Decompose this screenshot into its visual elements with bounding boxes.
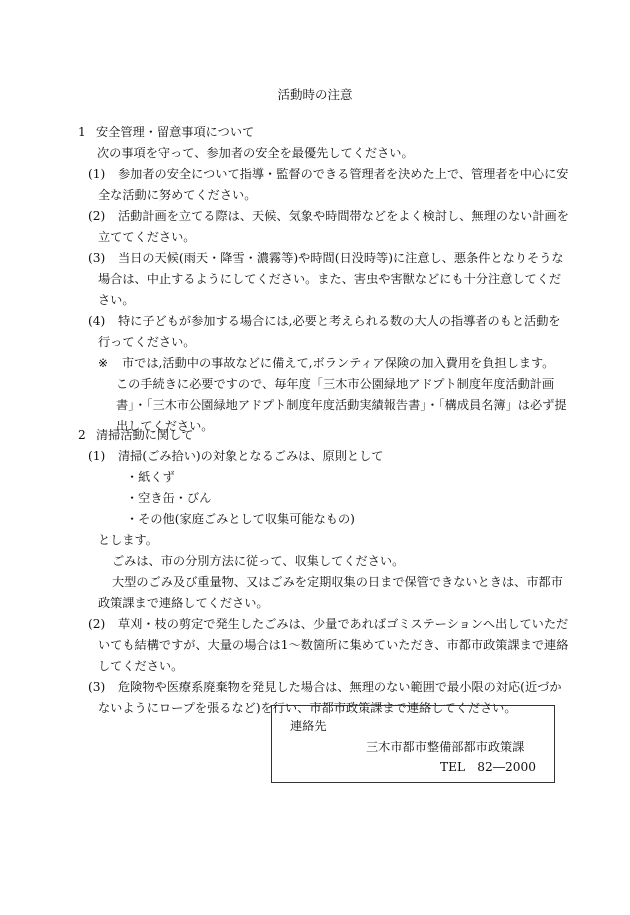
paragraph: ごみは、市の分別方法に従って、収集してください。 <box>112 554 405 568</box>
note-text-cont: 出してください。 <box>116 419 214 433</box>
note-mark: ※ <box>98 356 109 370</box>
item-text-cont: 場合は、中止するようにしてください。また、害虫や害獣などにも十分注意してくだ <box>98 272 562 286</box>
contact-label: 連絡先 <box>290 719 327 733</box>
section-heading-text: 安全管理・留意事項について <box>96 125 255 139</box>
section-cleaning <box>78 425 578 719</box>
paragraph-cont: 政策課まで連絡してください。 <box>98 596 269 610</box>
item-text-cont: 全な活動に努めてください。 <box>98 188 257 202</box>
item-number: (2) <box>88 209 106 223</box>
item-text: 当日の天候(雨天・降雪・濃霧等)や時間(日没時等)に注意し、悪条件となりそうな <box>118 251 564 265</box>
page-title: 活動時の注意 <box>277 87 353 102</box>
section-heading <box>78 425 578 446</box>
item-text: 参加者の安全について指導・監督のできる管理者を決めた上で、管理者を中心に安 <box>118 167 569 181</box>
item-text: 特に子どもが参加する場合には,必要と考えられる数の大人の指導者のもと活動を <box>118 314 561 328</box>
list-item <box>78 614 578 635</box>
contact-department: 三木市都市整備部都市政策課 <box>366 740 525 754</box>
bullet-item: ・紙くず <box>126 470 175 484</box>
note-text-cont: 書」・「三木市公園緑地アドプト制度年度活動実績報告書」・「構成員名簿」は必ず提 <box>116 398 567 412</box>
section-number: 1 <box>78 125 86 139</box>
item-text-cont: 行ってください。 <box>98 335 196 349</box>
list-item <box>78 206 578 227</box>
note-text-cont: この手続きに必要ですので、毎年度「三木市公園緑地アドプト制度年度活動計画 <box>116 377 555 391</box>
contact-box <box>271 705 555 783</box>
item-text-cont: とします。 <box>98 533 158 547</box>
list-item <box>78 248 578 269</box>
item-number: (3) <box>88 251 106 265</box>
item-text-cont: さい。 <box>98 293 135 307</box>
item-text-cont: 立ててください。 <box>98 230 196 244</box>
item-text: 草刈・枝の剪定で発生したごみは、少量であればゴミステーションへ出していただ <box>118 617 569 631</box>
item-number: (2) <box>88 617 106 631</box>
list-item <box>78 446 578 467</box>
section-intro: 次の事項を守って、参加者の安全を最優先してください。 <box>97 146 414 160</box>
list-item <box>78 164 578 185</box>
section-number: 2 <box>78 428 86 442</box>
item-text: 活動計画を立てる際は、天候、気象や時間帯などをよく検討し、無理のない計画を <box>118 209 569 223</box>
item-number: (3) <box>88 680 106 694</box>
item-number: (1) <box>88 449 106 463</box>
item-text-cont: してください。 <box>98 659 184 673</box>
paragraph: 大型のごみ及び重量物、又はごみを定期収集の日まで保管できないときは、市都市 <box>112 575 563 589</box>
item-text: 危険物や医療系廃棄物を発見した場合は、無理のない範囲で最小限の対応(近づか <box>118 680 562 694</box>
section-heading <box>78 122 578 143</box>
contact-phone: TEL 82―2000 <box>440 760 537 774</box>
list-item <box>78 677 578 698</box>
bullet-item: ・その他(家庭ごみとして収集可能なもの) <box>126 512 355 526</box>
section-safety <box>78 122 578 437</box>
insurance-note <box>78 353 578 374</box>
bullet-item: ・空き缶・びん <box>126 491 212 505</box>
item-text: 清掃(ごみ拾い)の対象となるごみは、原則として <box>118 449 384 463</box>
item-number: (1) <box>88 167 106 181</box>
note-text: 市では,活動中の事故などに備えて,ボランティア保険の加入費用を負担します。 <box>122 356 555 370</box>
item-number: (4) <box>88 314 106 328</box>
item-text-cont: ないようにロープを張るなど)を行い、市都市政策課まで連絡してください。 <box>98 701 517 715</box>
list-item <box>78 311 578 332</box>
section-heading-text: 清掃活動に関して <box>96 428 194 442</box>
item-text-cont: いても結構ですが、大量の場合は1～数箇所に集めていただき、市都市政策課まで連絡 <box>98 638 569 652</box>
